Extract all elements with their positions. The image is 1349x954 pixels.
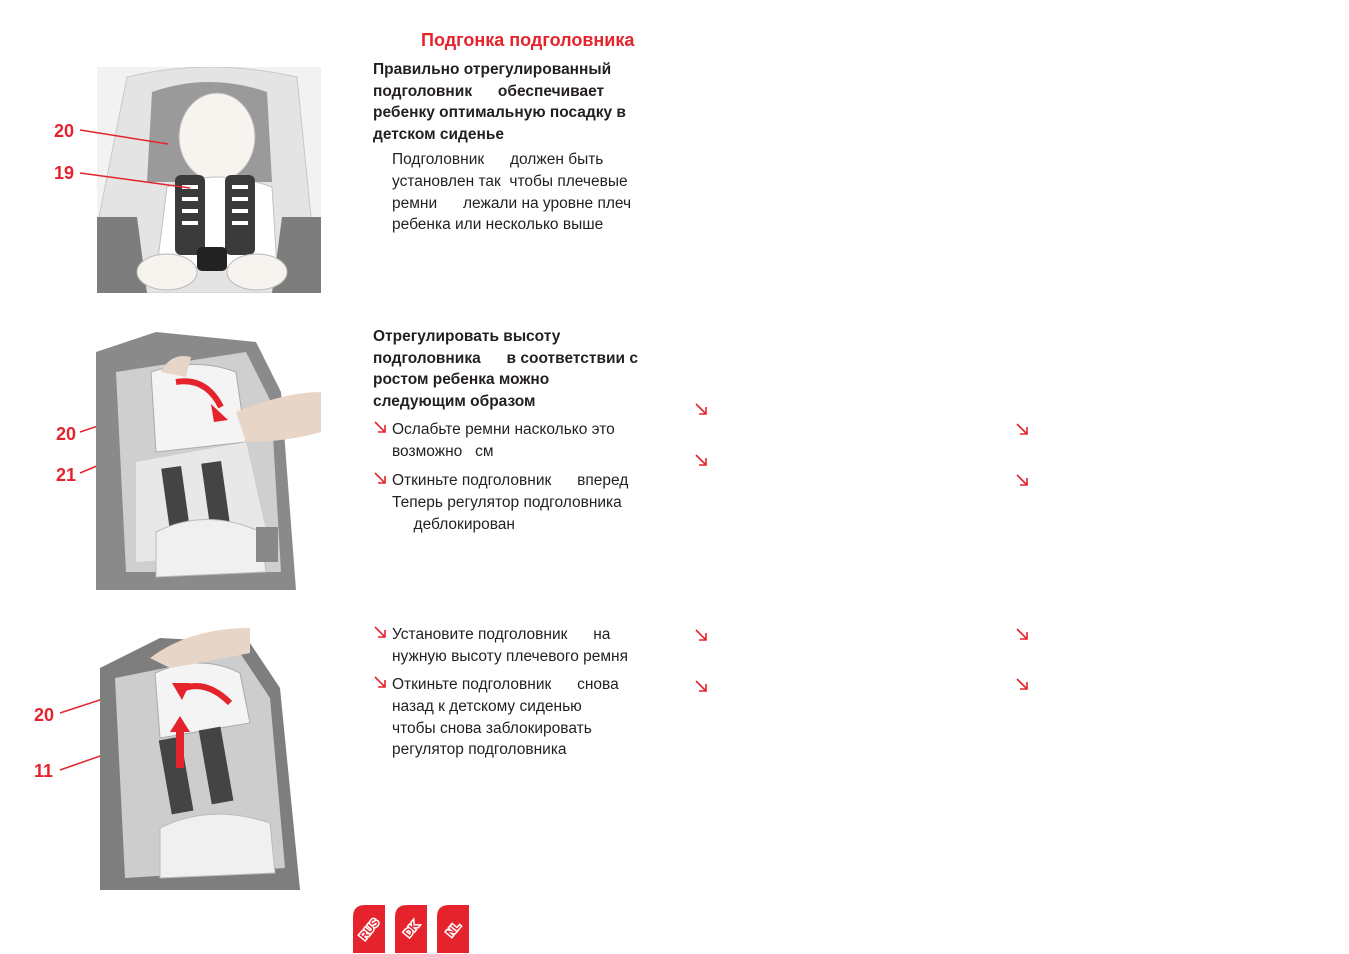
text-line: Ослабьте ремни насколько это	[392, 421, 615, 438]
instruction-step	[373, 624, 628, 668]
text-line: Правильно отрегулированный	[373, 61, 612, 78]
arrow-bullet-icon	[373, 420, 388, 436]
photo-tilt-headrest-forward	[96, 332, 321, 590]
text-line: подголовник обеспечивает	[373, 82, 605, 100]
text-line: подголовника в соответствии с	[373, 349, 638, 367]
language-tab-label: RUS	[357, 916, 382, 943]
language-tab-rus[interactable]	[351, 903, 387, 953]
language-tab-label: DK	[402, 919, 422, 940]
arrow-bullet-icon	[1015, 627, 1030, 643]
callout-number: 20	[34, 705, 55, 725]
text-line: детском сиденье	[373, 125, 504, 143]
adjust-heading	[373, 326, 638, 412]
instruction-step	[373, 419, 615, 463]
callout-number: 11	[34, 761, 54, 781]
text-line: Откиньте подголовник снова	[392, 676, 619, 693]
language-tab-nl[interactable]	[435, 903, 471, 953]
arrow-bullet-icon	[1015, 677, 1030, 693]
arrow-bullet-icon	[694, 628, 709, 644]
section-title: Подгонка подголовника	[421, 30, 635, 50]
arrow-bullet-icon	[694, 453, 709, 469]
language-tab-dk[interactable]	[393, 903, 429, 953]
intro-heading	[373, 59, 626, 145]
child-seat-illustration	[96, 332, 321, 590]
text-line: ребенку оптимальную посадку в	[373, 104, 626, 121]
photo-set-headrest-height	[100, 628, 313, 890]
arrow-bullet-icon	[694, 402, 709, 418]
text-line: Откиньте подголовник вперед	[392, 472, 629, 489]
callout-number: 20	[54, 121, 75, 141]
arrow-bullet-icon	[373, 471, 388, 487]
instruction-step	[373, 674, 619, 761]
arrow-bullet-icon	[373, 675, 388, 691]
text-line: Установите подголовник на	[392, 626, 611, 643]
callout-number: 19	[54, 163, 75, 183]
text-line: установлен так чтобы плечевые	[392, 172, 628, 190]
text-line: деблокирован	[392, 515, 515, 533]
text-line: Подголовник должен быть	[392, 151, 604, 168]
text-line: нужную высоту плечевого ремня	[392, 647, 629, 665]
arrow-bullet-icon	[694, 679, 709, 695]
text-line: ростом ребенка можно	[373, 371, 550, 388]
language-tab-label: NL	[444, 920, 464, 940]
arrow-bullet-icon	[373, 625, 388, 641]
text-line: Теперь регулятор подголовника	[392, 493, 622, 511]
arrow-bullet-icon	[1015, 473, 1030, 489]
child-seat-illustration	[100, 628, 313, 890]
text-line: чтобы снова заблокировать	[392, 719, 592, 737]
text-line: Отрегулировать высоту	[373, 328, 561, 345]
instruction-step	[373, 470, 628, 535]
text-line: регулятор подголовника	[392, 741, 567, 759]
text-line: ремни лежали на уровне плеч	[392, 194, 632, 212]
intro-text	[392, 149, 631, 236]
callout-number: 21	[56, 465, 77, 485]
text-line: назад к детскому сиденью	[392, 697, 582, 715]
callout-number: 20	[56, 424, 77, 444]
arrow-bullet-icon	[1015, 422, 1030, 438]
text-line: возможно см	[392, 442, 494, 460]
text-line: ребенка или несколько выше	[392, 216, 604, 234]
text-line: следующим образом	[373, 392, 536, 410]
